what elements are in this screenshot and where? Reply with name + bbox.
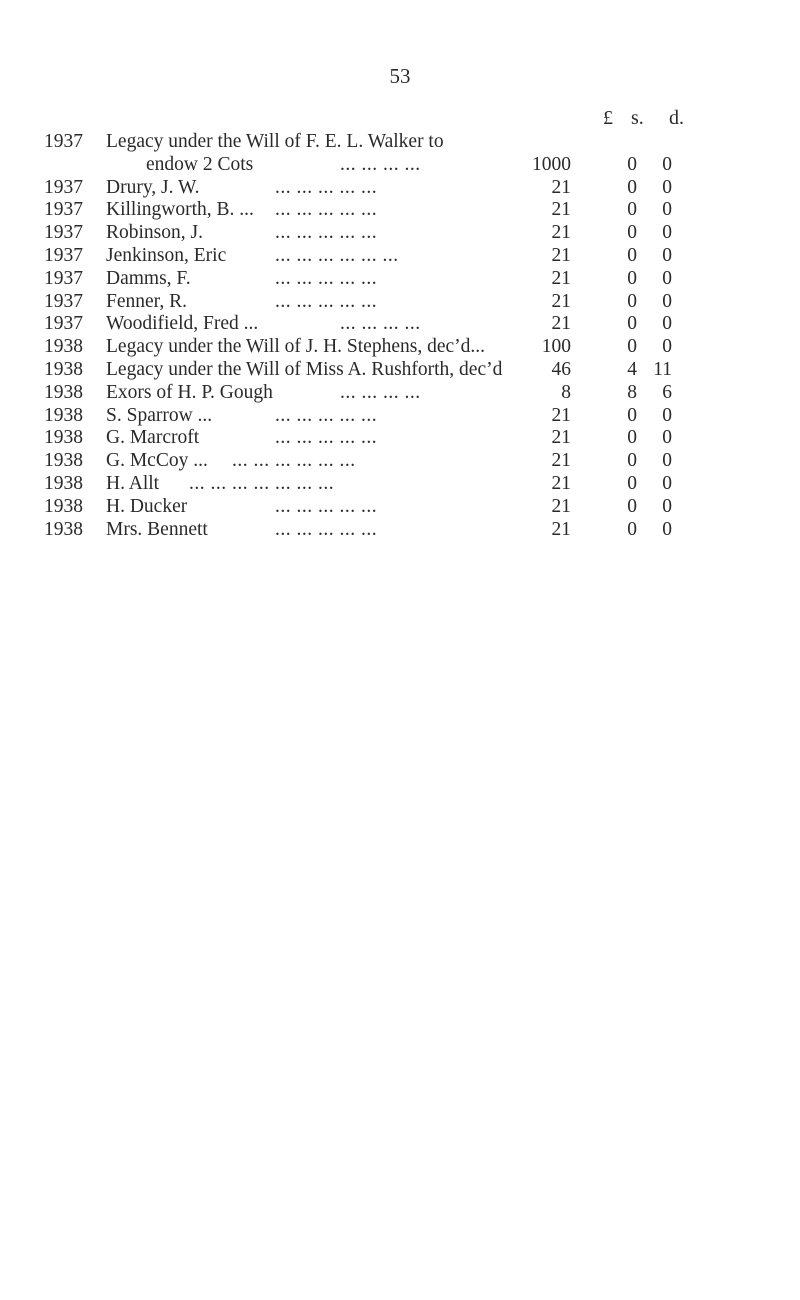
pence-cell: 0 [662, 290, 672, 312]
dot-leader: ... ... ... ... ... ... [275, 244, 399, 266]
description-cell: Killingworth, B. ... [106, 199, 254, 221]
pence-cell: 0 [662, 472, 672, 494]
ledger-row [0, 496, 800, 519]
ledger-row [0, 359, 800, 382]
ledger-row [0, 519, 800, 542]
year-cell: 1937 [44, 313, 83, 335]
year-cell: 1938 [44, 495, 83, 517]
shillings-cell: 0 [627, 244, 637, 266]
shillings-cell: 0 [627, 495, 637, 517]
pounds-cell: 21 [551, 176, 571, 198]
pence-cell: 0 [662, 267, 672, 289]
description-cell: Jenkinson, Eric [106, 244, 227, 266]
shillings-cell: 0 [627, 313, 637, 335]
dot-leader: ... ... ... ... [340, 153, 421, 175]
year-cell: 1938 [44, 518, 83, 540]
pounds-cell: 100 [541, 336, 571, 358]
dot-leader: ... ... ... ... ... [275, 176, 378, 198]
pence-cell: 0 [662, 495, 672, 517]
year-cell: 1938 [44, 381, 83, 403]
description-cell: Woodifield, Fred ... [106, 313, 259, 335]
ledger-row [0, 473, 800, 496]
pounds-cell: 21 [551, 518, 571, 540]
shillings-cell: 0 [627, 427, 637, 449]
ledger-table [0, 131, 800, 541]
shillings-column-header: s. [631, 107, 644, 129]
pence-cell: 0 [662, 176, 672, 198]
description-cell: Legacy under the Will of F. E. L. Walker to [106, 131, 444, 152]
pounds-cell: 21 [551, 404, 571, 426]
description-cell: Legacy under the Will of Miss A. Rushforth, dec’d [106, 358, 503, 380]
dot-leader: ... ... ... ... ... ... [232, 450, 356, 472]
description-cell: G. McCoy ... [106, 450, 208, 472]
pounds-cell: 21 [551, 222, 571, 244]
description-cell: S. Sparrow ... [106, 404, 213, 426]
ledger-row [0, 177, 800, 200]
pence-cell: 0 [662, 199, 672, 221]
description-cell: Mrs. Bennett [106, 518, 208, 540]
year-cell: 1937 [44, 267, 83, 289]
dot-leader: ... ... ... ... ... ... ... [189, 472, 335, 494]
shillings-cell: 0 [627, 267, 637, 289]
pounds-cell: 46 [551, 358, 571, 380]
pence-cell: 0 [662, 313, 672, 335]
pence-cell: 6 [662, 381, 672, 403]
year-cell: 1937 [44, 176, 83, 198]
pounds-cell: 21 [551, 244, 571, 266]
shillings-cell: 0 [627, 153, 637, 175]
ledger-row [0, 405, 800, 428]
description-cell: H. Allt [106, 472, 160, 494]
pence-cell: 0 [662, 450, 672, 472]
ledger-row [0, 154, 800, 177]
pounds-cell: 21 [551, 313, 571, 335]
year-cell: 1938 [44, 404, 83, 426]
dot-leader: ... ... ... ... [340, 381, 421, 403]
ledger-row [0, 222, 800, 245]
shillings-cell: 0 [627, 404, 637, 426]
description-cell: endow 2 Cots [146, 153, 254, 175]
shillings-cell: 0 [627, 176, 637, 198]
description-cell: Robinson, J. [106, 222, 203, 244]
shillings-cell: 0 [627, 450, 637, 472]
pounds-cell: 21 [551, 199, 571, 221]
pence-cell: 0 [662, 222, 672, 244]
shillings-cell: 8 [627, 381, 637, 403]
pence-cell: 0 [662, 244, 672, 266]
currency-header [0, 107, 800, 133]
pence-cell: 0 [662, 404, 672, 426]
dot-leader: ... ... ... ... ... [275, 518, 378, 540]
shillings-cell: 0 [627, 336, 637, 358]
year-cell: 1938 [44, 427, 83, 449]
year-cell: 1938 [44, 358, 83, 380]
pounds-cell: 8 [561, 381, 571, 403]
year-cell: 1938 [44, 450, 83, 472]
pence-cell: 0 [662, 518, 672, 540]
pounds-cell: 21 [551, 450, 571, 472]
pence-cell: 0 [662, 427, 672, 449]
pence-cell: 11 [653, 358, 672, 380]
pounds-cell: 21 [551, 267, 571, 289]
ledger-row [0, 199, 800, 222]
ledger-row [0, 450, 800, 473]
pounds-cell: 21 [551, 472, 571, 494]
pounds-cell: 21 [551, 495, 571, 517]
dot-leader: ... ... ... ... ... [275, 495, 378, 517]
shillings-cell: 0 [627, 472, 637, 494]
ledger-row [0, 313, 800, 336]
ledger-row [0, 131, 800, 154]
shillings-cell: 4 [627, 358, 637, 380]
description-cell: Drury, J. W. [106, 176, 200, 198]
description-cell: H. Ducker [106, 495, 188, 517]
shillings-cell: 0 [627, 290, 637, 312]
ledger-row [0, 291, 800, 314]
page-number: 53 [389, 64, 411, 88]
year-cell: 1937 [44, 290, 83, 312]
ledger-row [0, 336, 800, 359]
description-cell: Legacy under the Will of J. H. Stephens, dec’d... [106, 336, 486, 358]
year-cell: 1937 [44, 244, 83, 266]
pence-cell: 0 [662, 336, 672, 358]
ledger-row [0, 382, 800, 405]
pounds-cell: 21 [551, 427, 571, 449]
year-cell: 1937 [44, 222, 83, 244]
ledger-row [0, 268, 800, 291]
dot-leader: ... ... ... ... ... [275, 222, 378, 244]
dot-leader: ... ... ... ... ... [275, 290, 378, 312]
shillings-cell: 0 [627, 518, 637, 540]
dot-leader: ... ... ... ... ... [275, 199, 378, 221]
description-cell: G. Marcroft [106, 427, 200, 449]
pounds-cell: 1000 [532, 153, 571, 175]
description-cell: Fenner, R. [106, 290, 187, 312]
pence-column-header: d. [669, 107, 684, 129]
dot-leader: ... ... ... ... ... [275, 267, 378, 289]
pounds-column-header: £ [603, 107, 613, 129]
pence-cell: 0 [662, 153, 672, 175]
year-cell: 1937 [44, 199, 83, 221]
year-cell: 1937 [44, 131, 83, 152]
ledger-row [0, 427, 800, 450]
shillings-cell: 0 [627, 199, 637, 221]
description-cell: Damms, F. [106, 267, 191, 289]
ledger-row [0, 245, 800, 268]
year-cell: 1938 [44, 472, 83, 494]
dot-leader: ... ... ... ... [340, 313, 421, 335]
pounds-cell: 21 [551, 290, 571, 312]
description-cell: Exors of H. P. Gough [106, 381, 273, 403]
year-cell: 1938 [44, 336, 83, 358]
dot-leader: ... ... ... ... ... [275, 404, 378, 426]
dot-leader: ... ... ... ... ... [275, 427, 378, 449]
shillings-cell: 0 [627, 222, 637, 244]
